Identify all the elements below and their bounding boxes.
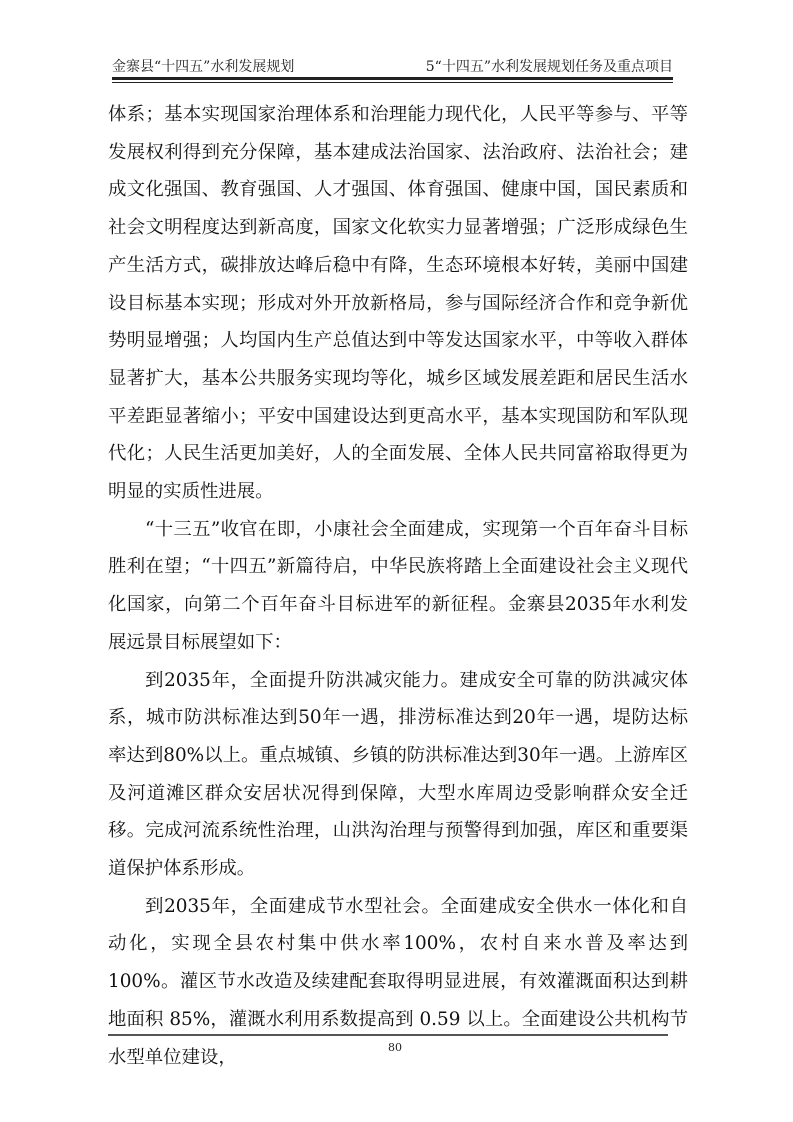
running-header	[112, 50, 673, 76]
paragraph-continued: 体系；基本实现国家治理体系和治理能力现代化，人民平等参与、平等发展权利得到充分保障，基本建成法治国家、法治政府、法治社会；建成文化强国、教育强国、人才强国、体育强国、健康中国，国民素质和社会文明程度达到新高度，国家文化软实力显著增强；广泛形成绿色生产生活方式，碳排放达峰后稳中有降，生态环境根本好转，美丽中国建设目标基本实现；形成对外开放新格局，参与国际经济合作和竞争新优势明显增强；人均国内生产总值达到中等发达国家水平，中等收入群体显著扩大，基本公共服务实现均等化，城乡区域发展差距和居民生活水平差距显著缩小；平安中国建设达到更高水平，基本实现国防和军队现代化；人民生活更加美好，人的全面发展、全体人民共同富裕取得更为明显的实质性进展。	[108, 104, 688, 503]
header-divider	[112, 77, 673, 83]
footer-divider	[108, 1034, 668, 1036]
header-chapter-title: 5“十四五”水利发展规划任务及重点项目	[425, 59, 673, 75]
page-number: 80	[388, 1041, 402, 1054]
paragraph-transition: “十三五”收官在即，小康社会全面建成，实现第一个百年奋斗目标胜利在望；“十四五”新篇待启，中华民族将踏上全面建设社会主义现代化国家，向第二个百年奋斗目标进军的新征程。金寨县2035年水利发展远景目标展望如下：	[108, 518, 688, 653]
body-text	[108, 96, 688, 1076]
paragraph-flood-control: 到2035年，全面提升防洪减灾能力。建成安全可靠的防洪减灾体系，城市防洪标准达到50年一遇，排涝标准达到20年一遇，堤防达标率达到80%以上。重点城镇、乡镇的防洪标准达到30年一遇。上游库区及河道滩区群众安居状况得到保障，大型水库周边受影响群众安全迁移。完成河流系统性治理，山洪沟治理与预警得到加强，库区和重要渠道保护体系形成。	[108, 669, 688, 880]
header-document-title: 金寨县“十四五”水利发展规划	[112, 59, 295, 75]
paragraph-water-saving: 到2035年，全面建成节水型社会。全面建成安全供水一体化和自动化，实现全县农村集中供水率100%，农村自来水普及率达到100%。灌区节水改造及续建配套取得明显进展，有效灌溉面积达到耕地面积 85%，灌溉水利用系数提高到 0.59 以上。全面建设公共机构节水型单位建设，	[108, 895, 688, 1068]
